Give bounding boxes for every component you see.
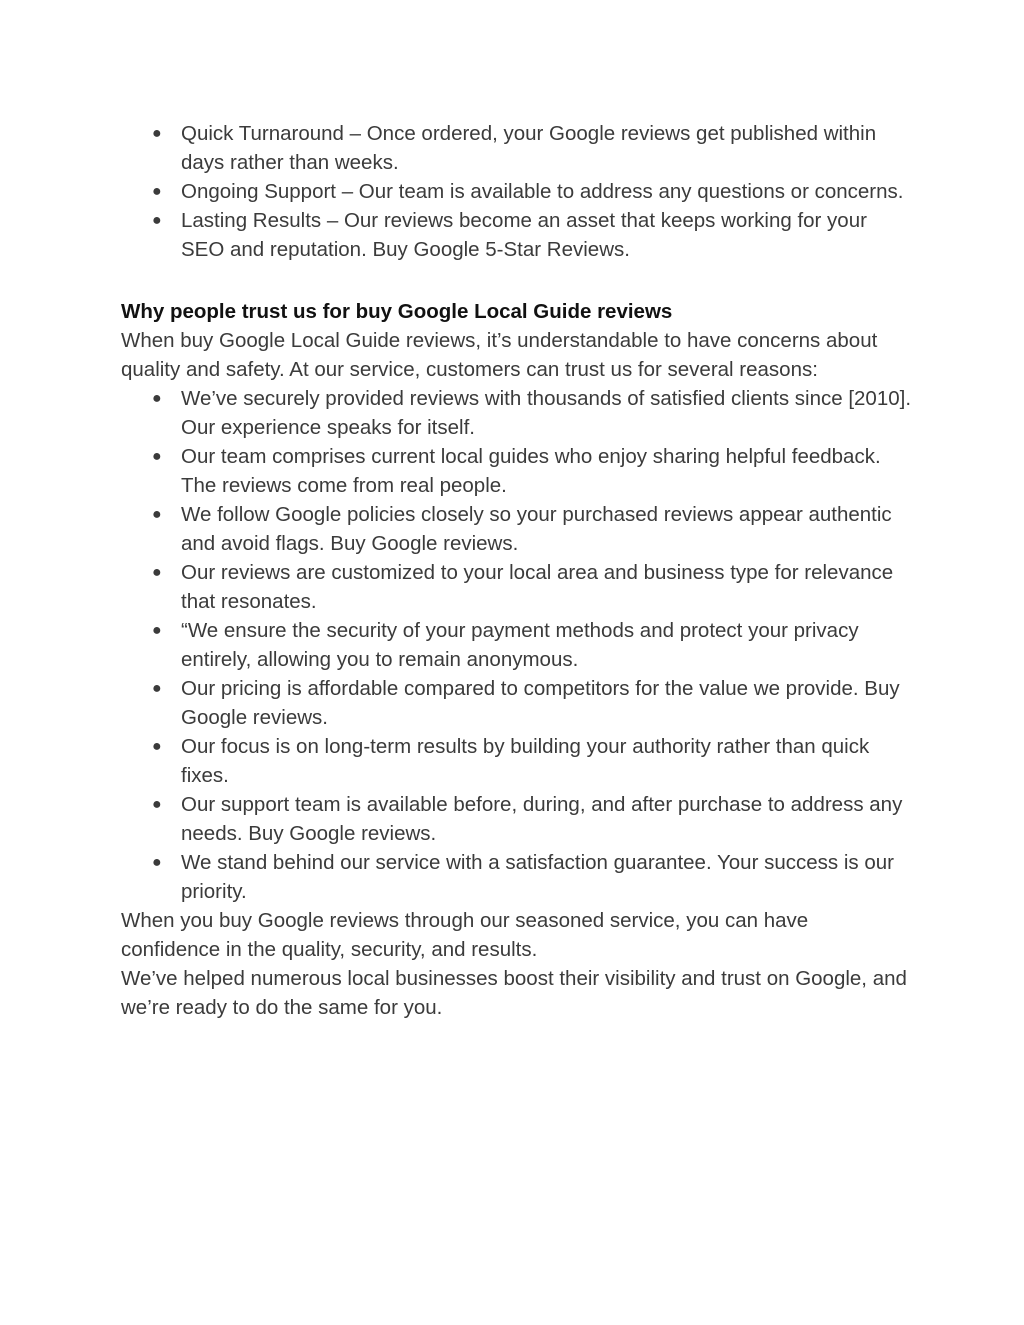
reasons-list [121,384,911,906]
list-item [121,732,911,790]
list-item-text: Our reviews are customized to your local area and business type for relevance that resonates. [181,561,894,613]
bullet-icon: ● [152,564,162,581]
closing-paragraph: When you buy Google reviews through our seasoned service, you can have confidence in the quality, security, and results. [121,909,809,961]
list-item-text: Quick Turnaround – Once ordered, your Google reviews get published within days rather than weeks. [181,122,877,174]
intro-paragraph: When buy Google Local Guide reviews, it’s understandable to have concerns about quality and safety. At our service, customers can trust us for several reasons: [121,329,878,381]
list-item-text: Ongoing Support – Our team is available to address any questions or concerns. [181,180,904,203]
bullet-icon: ● [152,854,162,871]
bullet-icon: ● [152,622,162,639]
section-heading: Why people trust us for buy Google Local Guide reviews [121,300,673,323]
list-item-text: Our pricing is affordable compared to competitors for the value we provide. Buy Google reviews. [181,677,900,729]
list-item [121,206,911,264]
list-item-text: We follow Google policies closely so your purchased reviews appear authentic and avoid flags. Buy Google reviews. [181,503,892,555]
list-item [121,674,911,732]
bullet-icon: ● [152,506,162,523]
bullet-icon: ● [152,796,162,813]
closing-paragraph-2: We’ve helped numerous local businesses boost their visibility and trust on Google, and we’re ready to do the same for you. [121,967,907,1019]
bullet-icon: ● [152,183,162,200]
list-item [121,848,911,906]
bullet-icon: ● [152,212,162,229]
list-item-text: Our focus is on long-term results by building your authority rather than quick fixes. [181,735,870,787]
list-item [121,119,911,177]
list-item-text: Lasting Results – Our reviews become an asset that keeps working for your SEO and reputation. Buy Google 5-Star Reviews. [181,209,867,261]
list-item [121,442,911,500]
list-item [121,500,911,558]
list-item [121,790,911,848]
list-item [121,616,911,674]
document-page [121,119,911,1022]
bullet-icon: ● [152,390,162,407]
list-item-text: “We ensure the security of your payment methods and protect your privacy entirely, allowing you to remain anonymous. [181,619,859,671]
list-item [121,384,911,442]
list-item-text: We stand behind our service with a satisfaction guarantee. Your success is our priority. [181,851,894,903]
list-item-text: We’ve securely provided reviews with thousands of satisfied clients since [2010]. Our experience speaks for itself. [181,387,912,439]
list-item [121,177,911,206]
list-item-text: Our support team is available before, during, and after purchase to address any needs. Buy Google reviews. [181,793,903,845]
bullet-icon: ● [152,738,162,755]
list-item [121,558,911,616]
features-list [121,119,911,264]
list-item-text: Our team comprises current local guides who enjoy sharing helpful feedback. The reviews come from real people. [181,445,881,497]
bullet-icon: ● [152,448,162,465]
bullet-icon: ● [152,125,162,142]
bullet-icon: ● [152,680,162,697]
